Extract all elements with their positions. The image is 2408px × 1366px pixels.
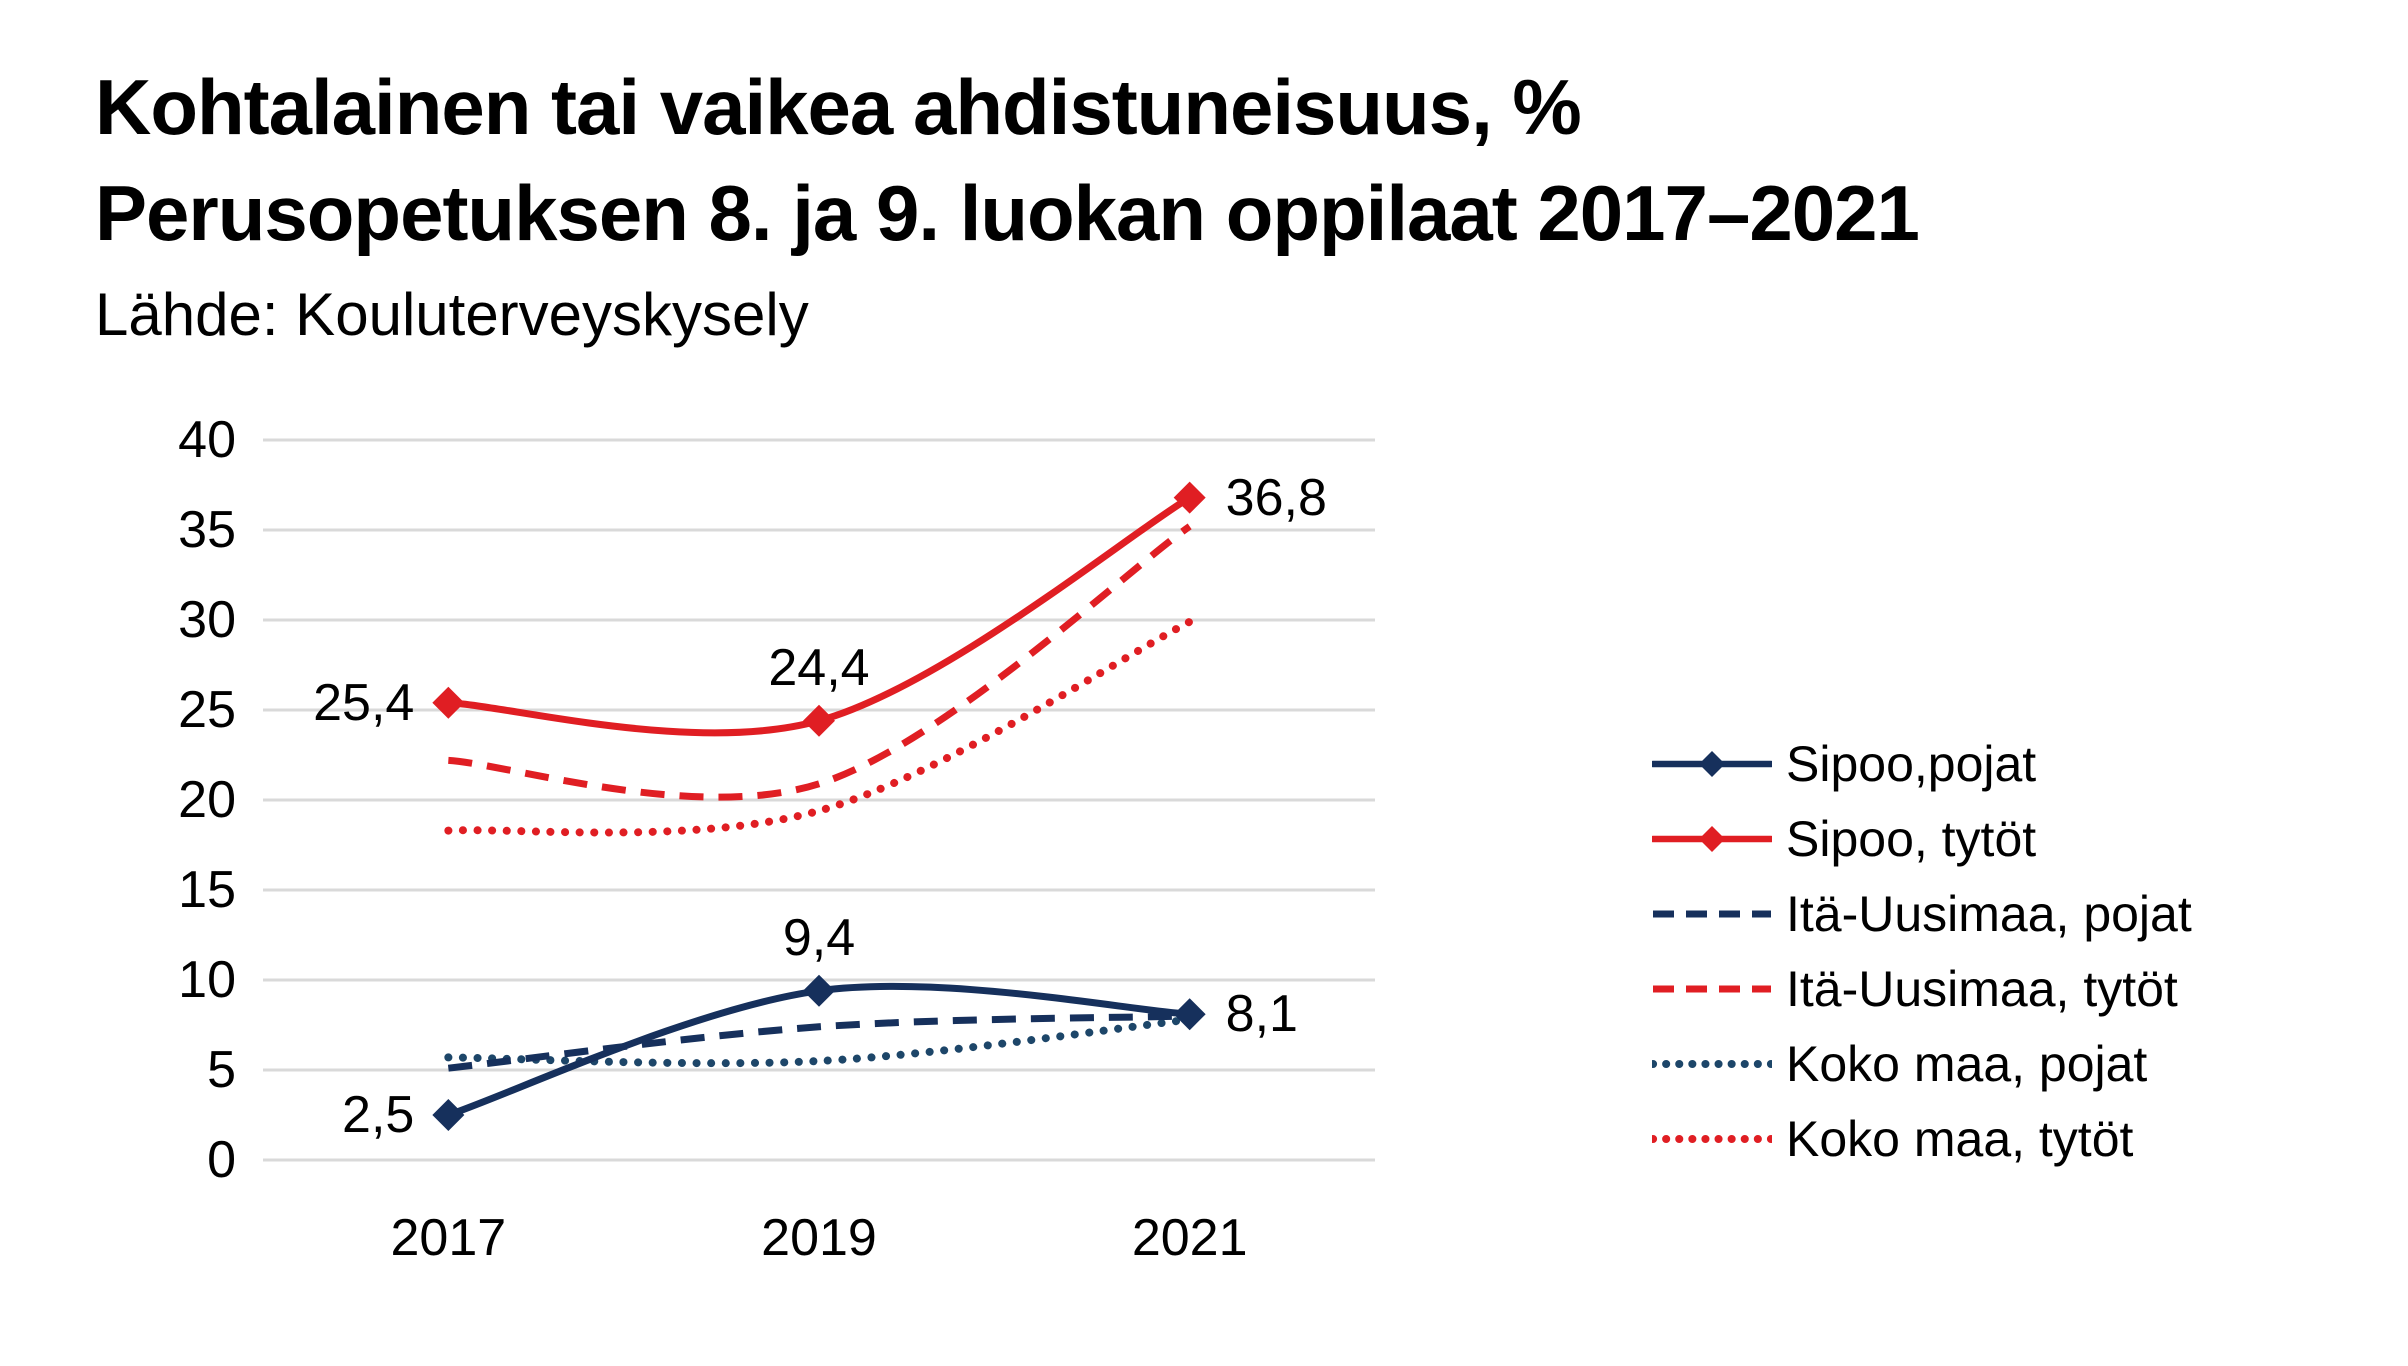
marker-sipoo-tyt-t — [432, 687, 464, 719]
legend-item-koko-maa-tyt-t — [1652, 1101, 2192, 1176]
legend-swatch-dashed-icon — [1652, 899, 1772, 929]
y-tick-label: 5 — [207, 1041, 236, 1099]
legend-label: Sipoo,pojat — [1786, 735, 2037, 792]
legend-swatch-dashed-icon — [1652, 974, 1772, 1004]
legend-label: Koko maa, pojat — [1786, 1035, 2148, 1092]
x-tick-label: 2021 — [1131, 1209, 1248, 1267]
chart-source: Lähde: Kouluterveyskysely — [95, 281, 809, 348]
y-tick-label: 35 — [178, 501, 236, 559]
y-tick-label: 20 — [178, 771, 236, 829]
y-tick-label: 40 — [178, 411, 236, 469]
marker-sipoo-pojat — [1174, 998, 1206, 1030]
legend-swatch-solid-icon — [1652, 749, 1772, 779]
legend-swatch-solid-icon — [1652, 824, 1772, 854]
legend-label: Itä-Uusimaa, tytöt — [1786, 960, 2178, 1017]
legend-marker-diamond — [1699, 826, 1725, 852]
legend-marker-diamond — [1699, 751, 1725, 777]
legend-item-sipoo-tyt-t — [1652, 801, 2192, 876]
series-line-it-uusimaa-pojat — [448, 1016, 1189, 1068]
legend-swatch-dotted-icon — [1652, 1124, 1772, 1154]
marker-sipoo-pojat — [432, 1099, 464, 1131]
legend — [1652, 726, 2192, 1176]
y-tick-label: 0 — [207, 1131, 236, 1189]
data-label-sipoo-tyt-t: 25,4 — [313, 673, 415, 732]
data-label-sipoo-tyt-t: 24,4 — [768, 638, 870, 697]
legend-swatch-dotted-icon — [1652, 1049, 1772, 1079]
y-tick-label: 10 — [178, 951, 236, 1009]
legend-item-sipoo-pojat — [1652, 726, 2192, 801]
data-label-sipoo-pojat: 9,4 — [782, 908, 856, 967]
legend-item-it-uusimaa-pojat — [1652, 876, 2192, 951]
chart-title-line2: Perusopetuksen 8. ja 9. luokan oppilaat 2017–2021 — [95, 169, 1919, 257]
x-tick-label: 2019 — [761, 1209, 877, 1267]
legend-item-it-uusimaa-tyt-t — [1652, 951, 2192, 1026]
legend-label: Itä-Uusimaa, pojat — [1786, 885, 2192, 942]
x-tick-label: 2017 — [390, 1209, 507, 1267]
y-tick-label: 30 — [178, 591, 236, 649]
data-label-sipoo-pojat: 2,5 — [342, 1086, 415, 1144]
data-label-sipoo-pojat: 8,1 — [1225, 985, 1298, 1044]
y-tick-label: 15 — [178, 861, 236, 919]
legend-label: Sipoo, tytöt — [1786, 810, 2037, 867]
y-tick-label: 25 — [178, 681, 236, 739]
legend-label: Koko maa, tytöt — [1786, 1110, 2134, 1167]
legend-item-koko-maa-pojat — [1652, 1026, 2192, 1101]
chart-title-line1: Kohtalainen tai vaikea ahdistuneisuus, % — [95, 63, 1581, 151]
data-label-sipoo-tyt-t: 36,8 — [1225, 468, 1327, 527]
